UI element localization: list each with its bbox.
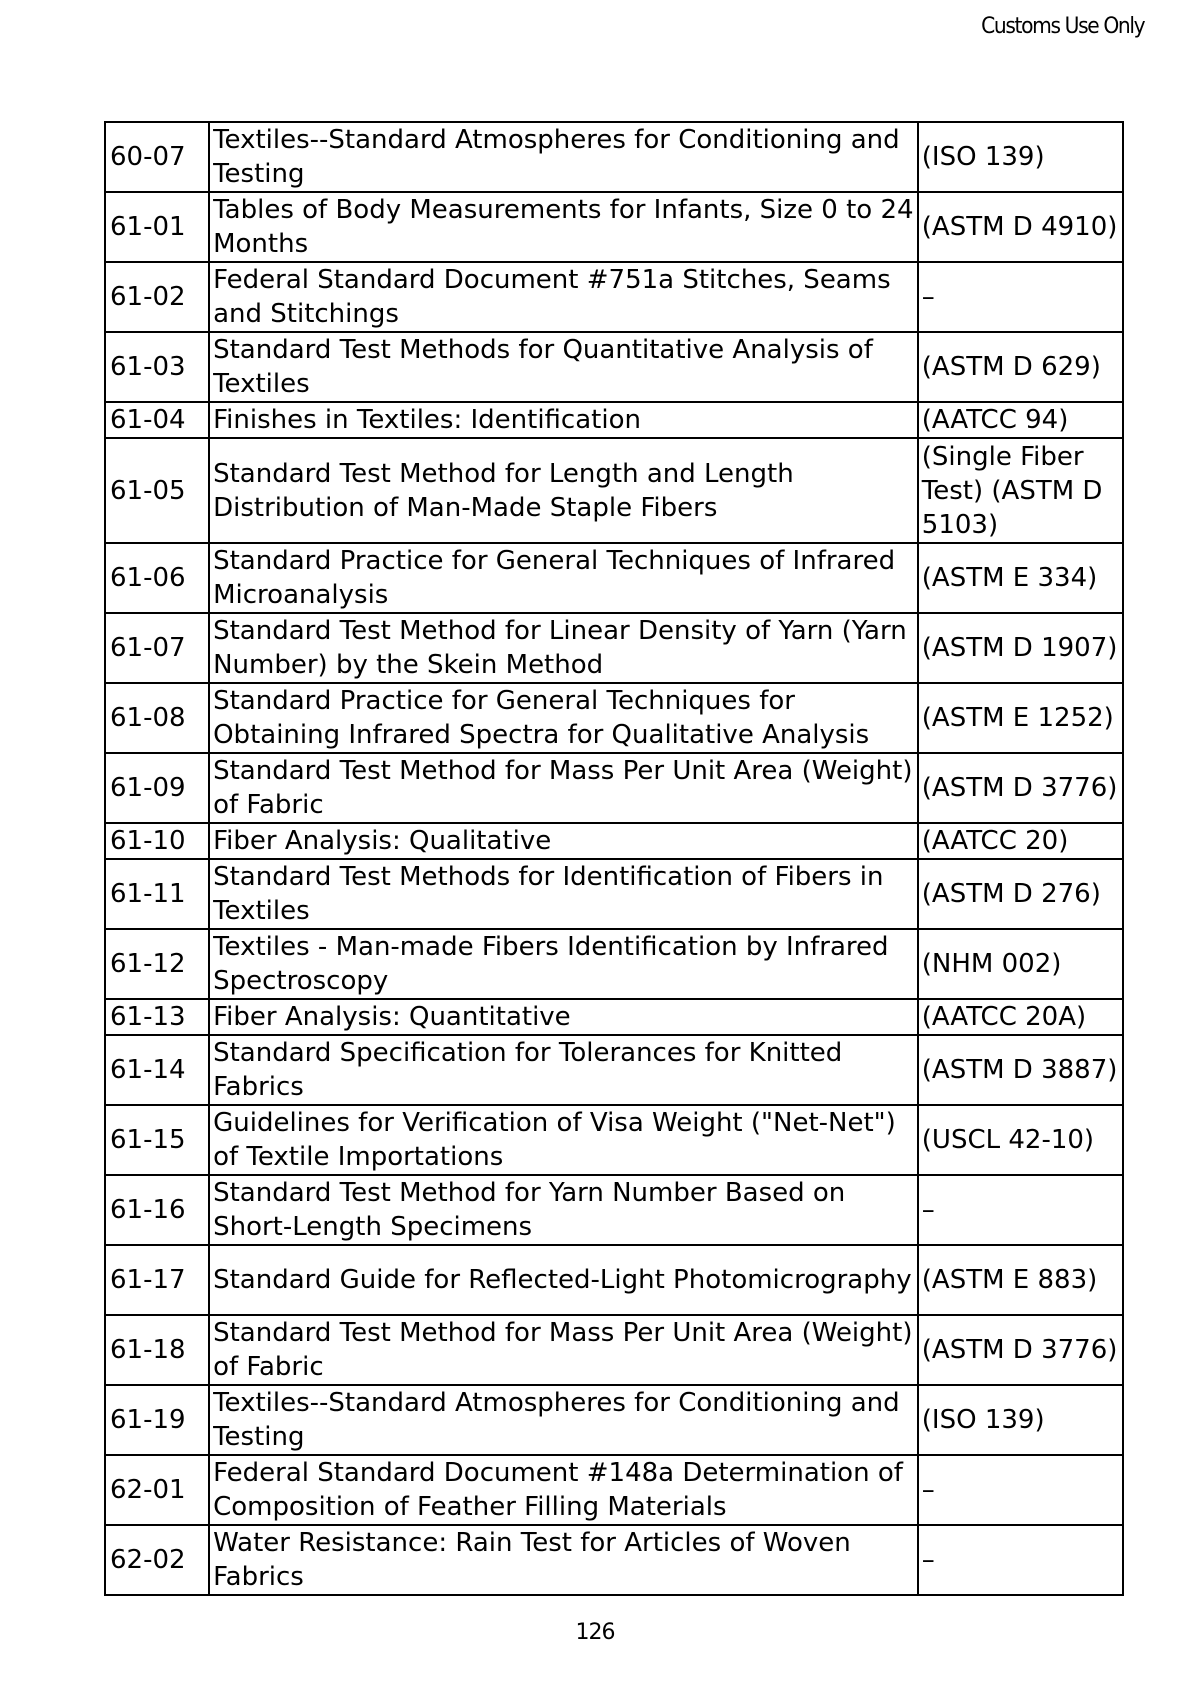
standard-reference: (ASTM E 1252) [918, 683, 1123, 753]
standard-title: Tables of Body Measurements for Infants, Size 0 to 24 Months [209, 192, 918, 262]
table-row [105, 1315, 1123, 1385]
table-row [105, 438, 1123, 543]
standard-reference: (ASTM D 629) [918, 332, 1123, 402]
standard-title: Standard Test Method for Length and Length Distribution of Man-Made Staple Fibers [209, 438, 918, 543]
standard-reference: (NHM 002) [918, 929, 1123, 999]
standard-title: Textiles--Standard Atmospheres for Conditioning and Testing [209, 122, 918, 192]
table-row [105, 543, 1123, 613]
standard-code: 61-10 [105, 823, 209, 859]
standard-title: Standard Test Method for Yarn Number Based on Short-Length Specimens [209, 1175, 918, 1245]
standard-code: 61-17 [105, 1245, 209, 1315]
standard-code: 61-06 [105, 543, 209, 613]
standard-reference: (ASTM E 334) [918, 543, 1123, 613]
table-row [105, 823, 1123, 859]
standard-title: Standard Practice for General Techniques for Obtaining Infrared Spectra for Qualitative Analysis [209, 683, 918, 753]
standard-code: 61-12 [105, 929, 209, 999]
standard-code: 61-01 [105, 192, 209, 262]
standard-code: 62-01 [105, 1455, 209, 1525]
standard-reference: (ASTM D 4910) [918, 192, 1123, 262]
standard-reference: – [918, 1525, 1123, 1595]
page-number: 126 [575, 1620, 615, 1645]
standards-table-body [105, 122, 1123, 1595]
table-row [105, 192, 1123, 262]
standard-code: 62-02 [105, 1525, 209, 1595]
standard-code: 61-11 [105, 859, 209, 929]
standard-title: Standard Practice for General Techniques of Infrared Microanalysis [209, 543, 918, 613]
standard-reference: (ASTM D 1907) [918, 613, 1123, 683]
standard-code: 61-16 [105, 1175, 209, 1245]
standard-reference: (ISO 139) [918, 122, 1123, 192]
standard-title: Standard Test Methods for Identification of Fibers in Textiles [209, 859, 918, 929]
table-row [105, 122, 1123, 192]
standard-code: 61-03 [105, 332, 209, 402]
table-row [105, 402, 1123, 438]
standard-code: 61-04 [105, 402, 209, 438]
standard-code: 61-15 [105, 1105, 209, 1175]
standard-title: Textiles--Standard Atmospheres for Conditioning and Testing [209, 1385, 918, 1455]
standard-reference: – [918, 1455, 1123, 1525]
standard-reference: (ASTM D 3776) [918, 1315, 1123, 1385]
standard-reference: (ASTM E 883) [918, 1245, 1123, 1315]
table-row [105, 999, 1123, 1035]
table-row [105, 262, 1123, 332]
standard-code: 60-07 [105, 122, 209, 192]
standard-title: Standard Test Method for Linear Density of Yarn (Yarn Number) by the Skein Method [209, 613, 918, 683]
standard-code: 61-09 [105, 753, 209, 823]
standard-reference: – [918, 262, 1123, 332]
table-row [105, 753, 1123, 823]
standard-reference: (ASTM D 276) [918, 859, 1123, 929]
table-row [105, 1035, 1123, 1105]
standard-reference: (Single Fiber Test) (ASTM D 5103) [918, 438, 1123, 543]
standard-reference: (AATCC 94) [918, 402, 1123, 438]
standard-title: Fiber Analysis: Qualitative [209, 823, 918, 859]
standard-title: Federal Standard Document #751a Stitches, Seams and Stitchings [209, 262, 918, 332]
standard-reference: (USCL 42-10) [918, 1105, 1123, 1175]
standard-title: Guidelines for Verification of Visa Weight ("Net-Net") of Textile Importations [209, 1105, 918, 1175]
table-row [105, 613, 1123, 683]
table-row [105, 1245, 1123, 1315]
standard-title: Standard Test Methods for Quantitative Analysis of Textiles [209, 332, 918, 402]
standard-code: 61-02 [105, 262, 209, 332]
standard-code: 61-08 [105, 683, 209, 753]
standard-reference: (ISO 139) [918, 1385, 1123, 1455]
table-row [105, 1525, 1123, 1595]
standard-title: Standard Test Method for Mass Per Unit Area (Weight) of Fabric [209, 1315, 918, 1385]
standard-title: Fiber Analysis: Quantitative [209, 999, 918, 1035]
standard-title: Standard Guide for Reflected-Light Photomicrography [209, 1245, 918, 1315]
table-row [105, 332, 1123, 402]
standard-title: Water Resistance: Rain Test for Articles of Woven Fabrics [209, 1525, 918, 1595]
table-row [105, 1105, 1123, 1175]
standard-reference: (ASTM D 3776) [918, 753, 1123, 823]
standard-reference: – [918, 1175, 1123, 1245]
table-row [105, 683, 1123, 753]
table-row [105, 859, 1123, 929]
table-row [105, 1385, 1123, 1455]
standard-code: 61-18 [105, 1315, 209, 1385]
standard-reference: (AATCC 20) [918, 823, 1123, 859]
customs-use-label: Customs Use Only [980, 14, 1144, 39]
standards-table [104, 121, 1124, 1596]
standard-title: Textiles - Man-made Fibers Identification by Infrared Spectroscopy [209, 929, 918, 999]
table-row [105, 1175, 1123, 1245]
standard-title: Standard Test Method for Mass Per Unit Area (Weight) of Fabric [209, 753, 918, 823]
standard-reference: (ASTM D 3887) [918, 1035, 1123, 1105]
table-row [105, 929, 1123, 999]
standard-code: 61-14 [105, 1035, 209, 1105]
standard-title: Finishes in Textiles: Identification [209, 402, 918, 438]
standard-title: Standard Specification for Tolerances for Knitted Fabrics [209, 1035, 918, 1105]
standard-reference: (AATCC 20A) [918, 999, 1123, 1035]
table-row [105, 1455, 1123, 1525]
standard-code: 61-05 [105, 438, 209, 543]
standard-code: 61-13 [105, 999, 209, 1035]
standard-code: 61-07 [105, 613, 209, 683]
standard-title: Federal Standard Document #148a Determination of Composition of Feather Filling Materials [209, 1455, 918, 1525]
standard-code: 61-19 [105, 1385, 209, 1455]
